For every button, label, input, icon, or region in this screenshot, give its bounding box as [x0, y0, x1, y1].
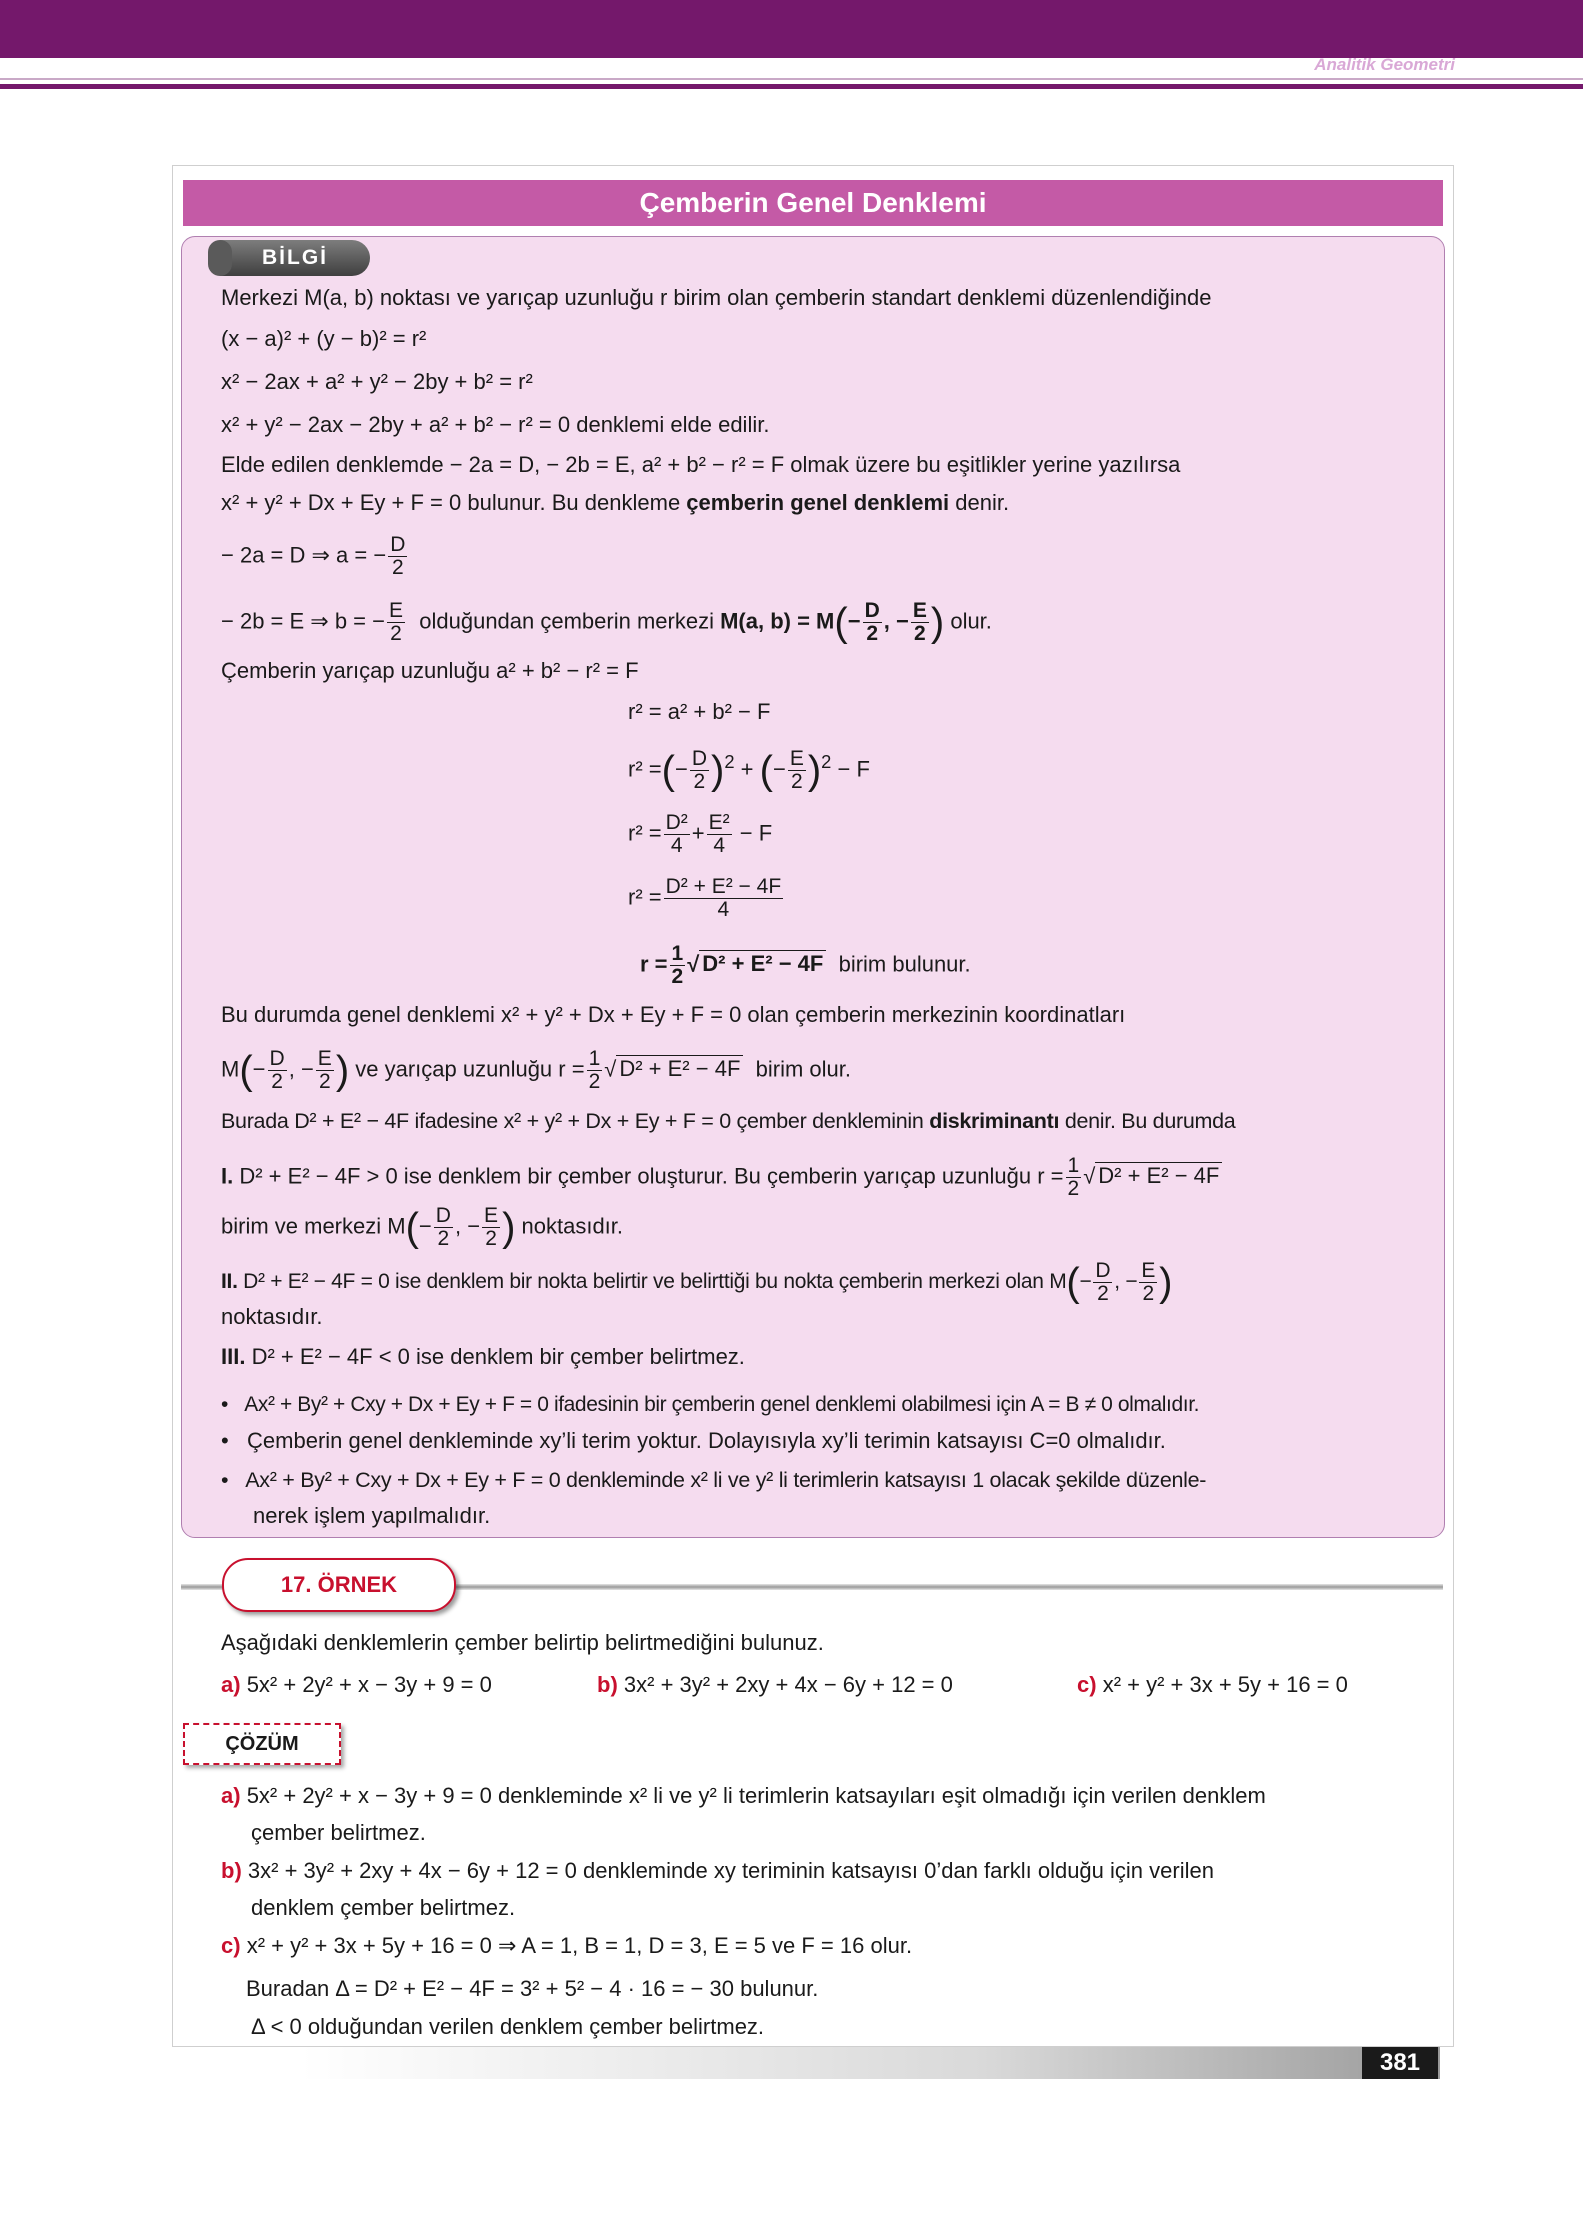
radius-step-1: r² = a² + b² − F — [628, 699, 771, 724]
solution-b-cont: denklem çember belirtmez. — [251, 1895, 516, 1920]
solution-label: ÇÖZÜM — [183, 1723, 341, 1765]
solution-b: b) 3x² + 3y² + 2xy + 4x − 6y + 12 = 0 denkleminde xy teriminin katsayısı 0’dan farklı olduğu için verilen — [221, 1858, 1214, 1883]
top-rule — [0, 84, 1583, 89]
info-line-3: x² − 2ax + a² + y² − 2by + b² = r² — [221, 369, 533, 394]
radius-result: r = $\frac{1}{2}$ √ D² + E² − 4F birim bulunur. — [640, 942, 971, 988]
top-band — [0, 0, 1583, 58]
example-item-a: a) 5x² + 2y² + x − 3y + 9 = 0 — [221, 1672, 492, 1697]
info-line-11: M(− $\frac{D}{2}$ , − $\frac{E}{2}$ ) ve yarıçap uzunluğu r = $\frac{1}{2}$ √ D² + E² − 4F birim olur. — [221, 1047, 851, 1093]
example-label: 17. ÖRNEK — [222, 1558, 456, 1612]
top-rule-light — [0, 78, 1583, 80]
page-number: 381 — [1362, 2047, 1438, 2079]
bullet-2: • Çemberin genel denkleminde xy’li terim yoktur. Dolayısıyla xy’li terimin katsayısı C=0 olmalıdır. — [221, 1428, 1166, 1453]
info-line-9: Çemberin yarıçap uzunluğu a² + b² − r² = F — [221, 658, 639, 683]
example-question: Aşağıdaki denklemlerin çember belirtip belirtmediğini bulunuz. — [221, 1630, 824, 1655]
bullet-3: • Ax² + By² + Cxy + Dx + Ey + F = 0 denkleminde x² li ve y² li terimlerin katsayısı 1 olacak şekilde düzenle- — [221, 1468, 1207, 1492]
section-title: Çemberin Genel Denklemi — [183, 180, 1443, 226]
example-item-b: b) 3x² + 3y² + 2xy + 4x − 6y + 12 = 0 — [597, 1672, 953, 1697]
footer-bar — [300, 2047, 1440, 2079]
case-2-cont: noktasıdır. — [221, 1304, 323, 1329]
info-line-1: Merkezi M(a, b) noktası ve yarıçap uzunluğu r birim olan çemberin standart denklemi düzenlendiğinde — [221, 285, 1212, 310]
solution-c: c) x² + y² + 3x + 5y + 16 = 0 ⇒ A = 1, B = 1, D = 3, E = 5 ve F = 16 olur. — [221, 1933, 913, 1958]
solution-a-cont: çember belirtmez. — [251, 1820, 426, 1845]
solution-a: a) 5x² + 2y² + x − 3y + 9 = 0 denkleminde x² li ve y² li terimlerin katsayıları eşit olmadığı için verilen denklem — [221, 1783, 1266, 1808]
running-title: Analitik Geometri — [1314, 55, 1455, 74]
radius-step-3: r² = $\frac{\text{D²}}{4}$ + $\frac{\text{E²}}{4}$ − F — [628, 811, 773, 857]
case-1: I. D² + E² − 4F > 0 ise denklem bir çember oluşturur. Bu çemberin yarıçap uzunluğu r = $\frac{1}{2}$ √ D² + E² − 4F — [221, 1155, 1222, 1200]
radius-step-2: r² =(− $\frac{D}{2}$ )$^2$ + (− $\frac{E}{2}$ )$^2$ − F — [628, 747, 870, 793]
info-line-5: Elde edilen denklemde − 2a = D, − 2b = E, a² + b² − r² = F olmak üzere bu eşitlikler yerine yazılırsa — [221, 452, 1181, 477]
info-line-10: Bu durumda genel denklemi x² + y² + Dx + Ey + F = 0 olan çemberin merkezinin koordinatları — [221, 1002, 1126, 1027]
case-3: III. D² + E² − 4F < 0 ise denklem bir çember belirtmez. — [221, 1344, 745, 1369]
bullet-3-cont: nerek işlem yapılmalıdır. — [253, 1503, 491, 1528]
solution-c-2: Buradan Δ = D² + E² − 4F = 3² + 5² − 4 · 16 = − 30 bulunur. — [246, 1976, 819, 2001]
case-2: II. D² + E² − 4F = 0 ise denklem bir nokta belirtir ve belirttiği bu nokta çemberin merkezi olan M(− $\frac{D}{2}$ , − $\frac{E}{2}$ ) — [221, 1259, 1173, 1305]
info-line-12: Burada D² + E² − 4F ifadesine x² + y² + Dx + Ey + F = 0 çember denkleminin diskriminantı denir. Bu durumda — [221, 1109, 1236, 1133]
example-item-c: c) x² + y² + 3x + 5y + 16 = 0 — [1077, 1672, 1348, 1697]
case-1-cont: birim ve merkezi M(− $\frac{D}{2}$ , − $\frac{E}{2}$ ) noktasıdır. — [221, 1204, 624, 1250]
info-line-4: x² + y² − 2ax − 2by + a² + b² − r² = 0 denklemi elde edilir. — [221, 412, 770, 437]
solution-c-3: Δ < 0 olduğundan verilen denklem çember belirtmez. — [251, 2014, 765, 2039]
radius-step-4: r² = $\frac{\text{D² + E² − 4F}}{4}$ — [628, 875, 782, 921]
info-badge: BİLGİ — [220, 240, 370, 276]
info-line-6: x² + y² + Dx + Ey + F = 0 bulunur. Bu denkleme çemberin genel denklemi denir. — [221, 490, 1010, 515]
info-line-2: (x − a)² + (y − b)² = r² — [221, 326, 427, 351]
info-line-a: − 2a = D ⇒ a = − $\frac{D}{2}$ — [221, 533, 406, 579]
info-line-b: − 2b = E ⇒ b = − $\frac{E}{2}$ olduğundan çemberin merkezi M(a, b) = M(− $\frac{D}{2}$ , − $\frac{E}{2}$ ) olur. — [221, 599, 992, 645]
bullet-1: • Ax² + By² + Cxy + Dx + Ey + F = 0 ifadesinin bir çemberin genel denklemi olabilmesi için A = B ≠ 0 olmalıdır. — [221, 1393, 1200, 1416]
